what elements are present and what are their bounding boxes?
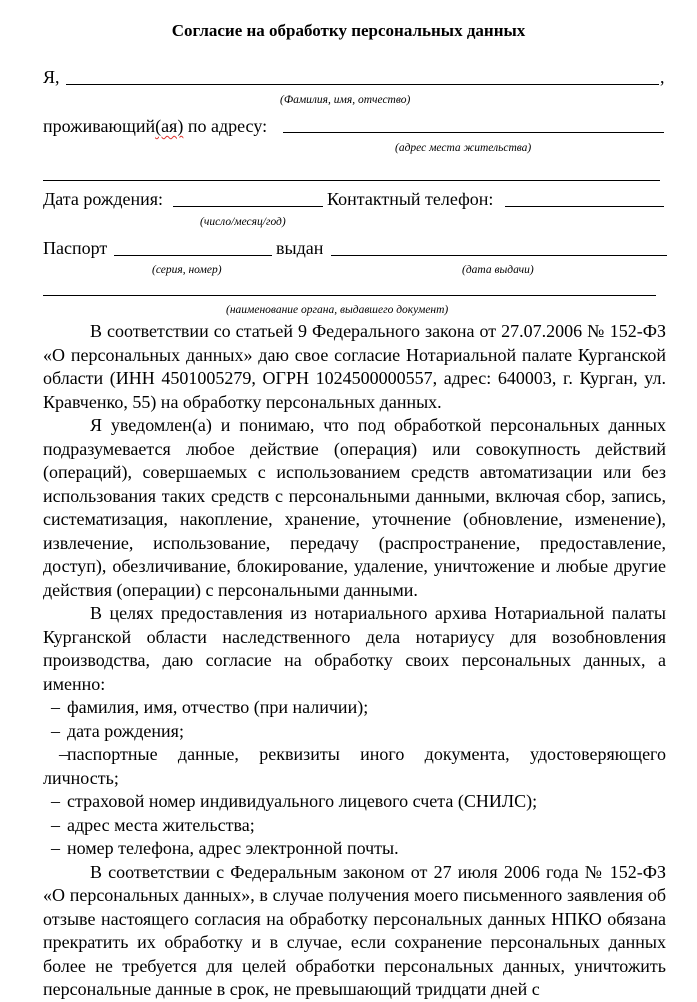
address-field[interactable] [283, 132, 664, 133]
paragraph-revocation: В соответствии с Федеральным законом от 27 июля 2006 года № 152-ФЗ «О персональных данных», в случае получения моего письменного заявления об отзыве настоящего согласия на обработку персональных данных НПКО обязана прекратить их обработку и в случае, если сохранение персональных данных более не требуется для целей обработки персональных данных, уничтожить персональные данные в срок, не превышающий тридцати дней с [43, 861, 666, 999]
paragraph-purpose: В целях предоставления из нотариального архива Нотариальной палаты Курганской области наследственного дела нотариусу для возобновления производства, даю согласие на обработку своих персональных данных, а именно: [43, 603, 666, 694]
phone-label: Контактный телефон: [327, 189, 494, 209]
i-label: Я, [43, 67, 60, 87]
document-title: Согласие на обработку персональных данных [171, 21, 526, 40]
list-item: – номер телефона, адрес электронной почты. [43, 837, 666, 861]
issued-label: выдан [276, 238, 324, 258]
residing-spellcheck: (ая) [155, 116, 184, 136]
issue-date-field[interactable] [331, 255, 667, 256]
passport-number-field[interactable] [114, 255, 272, 256]
birth-label: Дата рождения: [43, 189, 164, 209]
residing-label [43, 115, 267, 137]
list-item: – дата рождения; [43, 720, 666, 744]
fio-field[interactable] [66, 84, 659, 85]
phone-field[interactable] [505, 206, 664, 207]
dash-icon: – [51, 697, 60, 717]
dash-icon: – [51, 838, 60, 858]
issue-date-hint: (дата выдачи) [462, 264, 534, 276]
dash-icon: – [59, 744, 68, 764]
list-item: – адрес места жительства; [43, 814, 666, 838]
document-body [43, 320, 666, 1002]
dash-icon: – [51, 791, 60, 811]
birth-hint: (число/месяц/год) [200, 216, 286, 228]
paragraph-consent: В соответствии со статьей 9 Федерального закона от 27.07.2006 № 152-ФЗ «О персональных данных» даю свое согласие Нотариальной палате Курганской области (ИНН 4501005279, ОГРН 1024500000557, адрес: 640003, г. Курган, ул. Кравченко, 55) на обработку персональных данных. [43, 321, 666, 412]
paragraph-notice: Я уведомлен(а) и понимаю, что под обработкой персональных данных подразумевается любое действие (операция) или совокупность действий (операций), совершаемых с использованием средств автоматизации или без использования таких средств с персональными данными, включая сбор, запись, систематизация, накопление, хранение, уточнение (обновление, изменение), извлечение, использование, передачу (распространение, предоставление, доступ), обезличивание, блокирование, удаление, уничтожение и любые другие действия (операции) с персональными данными. [43, 415, 666, 600]
issuer-hint: (наименование органа, выдавшего документ) [226, 304, 449, 316]
list-item: – фамилия, имя, отчество (при наличии); [43, 696, 666, 720]
residing-prefix: проживающий [43, 116, 156, 136]
issuer-field[interactable] [43, 295, 656, 296]
address-hint: (адрес места жительства) [395, 142, 532, 154]
list-item: –паспортные данные, реквизиты иного документа, удостоверяющего личность; [43, 744, 666, 788]
i-suffix: , [660, 67, 665, 87]
dash-icon: – [51, 814, 60, 835]
list-item: – страховой номер индивидуального лицевого счета (СНИЛС); [43, 790, 666, 814]
dash-icon: – [51, 720, 60, 741]
passport-hint: (серия, номер) [152, 264, 222, 276]
passport-label: Паспорт [43, 238, 108, 258]
address-field-line2[interactable] [43, 180, 660, 181]
fio-hint: (Фамилия, имя, отчество) [280, 94, 411, 106]
birth-date-field[interactable] [173, 206, 323, 207]
residing-suffix: по адресу: [183, 116, 268, 136]
